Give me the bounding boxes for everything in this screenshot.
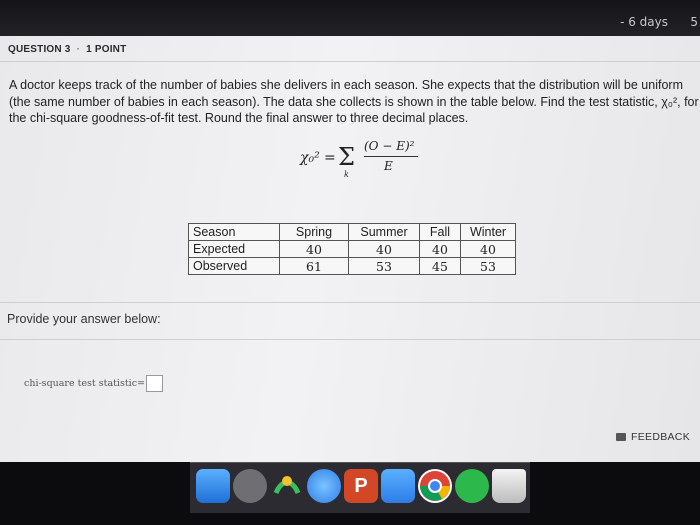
finder-icon[interactable] <box>196 469 230 503</box>
table-cell: 40 <box>280 241 349 258</box>
table-cell: 45 <box>420 258 461 275</box>
table-cell: 53 <box>349 258 420 275</box>
answer-field-label: chi-square test statistic= <box>24 378 145 389</box>
feedback-button[interactable] <box>616 431 690 443</box>
trash-icon[interactable] <box>492 469 526 503</box>
table-cell: 53 <box>461 258 516 275</box>
table-row-label: Observed <box>189 258 280 275</box>
question-text: A doctor keeps track of the number of babies she delivers in each season. She expects that the distribution will be uniform (the same number of babies in each season). The data she collects is shown in the table below. Find the test statistic, χ₀², for the chi-square goodness-of-fit test. Round the final answer to three decimal places. <box>9 78 699 125</box>
answer-divider-top <box>0 302 700 303</box>
table-row-label: Expected <box>189 241 280 258</box>
table-header-cell: Fall <box>420 224 461 241</box>
season-data-table <box>188 223 516 275</box>
question-number: QUESTION 3 <box>8 44 71 55</box>
table-cell: 40 <box>420 241 461 258</box>
messages-icon[interactable] <box>455 469 489 503</box>
table-row <box>189 258 516 275</box>
fraction-bar <box>364 156 418 157</box>
formula-lhs: χ₀² <box>300 150 320 166</box>
powerpoint-icon[interactable]: P <box>344 469 378 503</box>
feedback-icon <box>616 433 626 441</box>
table-header-cell: Winter <box>461 224 516 241</box>
answer-row <box>24 375 163 392</box>
chrome-icon[interactable] <box>418 469 452 503</box>
formula-sigma: Σ <box>338 143 355 171</box>
formula-index: k <box>344 170 349 179</box>
question-header: QUESTION 3 · 1 POINT <box>8 44 127 55</box>
question-points: 1 POINT <box>86 44 127 55</box>
table-cell: 40 <box>349 241 420 258</box>
table-header-cell: Spring <box>280 224 349 241</box>
formula-denominator: E <box>384 159 393 173</box>
mindnode-icon[interactable] <box>270 469 304 503</box>
formula-numerator: (O − E)² <box>364 139 415 153</box>
answer-prompt: Provide your answer below: <box>7 312 161 326</box>
table-header-cell: Season <box>189 224 280 241</box>
chi-square-formula <box>300 139 440 181</box>
question-page <box>0 36 700 462</box>
table-cell: 61 <box>280 258 349 275</box>
system-preferences-icon[interactable] <box>233 469 267 503</box>
feedback-label: FEEDBACK <box>631 431 690 443</box>
dock <box>190 462 530 513</box>
table-row <box>189 241 516 258</box>
chi-square-answer-input[interactable] <box>146 375 163 392</box>
menu-bar <box>0 0 700 38</box>
formula-equals: = <box>324 150 336 166</box>
deadline-indicator: - 6 days <box>620 15 668 29</box>
header-divider <box>0 61 700 62</box>
app-store-icon[interactable] <box>381 469 415 503</box>
menu-bar-extra: 5 <box>690 15 698 29</box>
table-header-row <box>189 224 516 241</box>
table-header-cell: Summer <box>349 224 420 241</box>
table-cell: 40 <box>461 241 516 258</box>
answer-divider-bottom <box>0 339 700 340</box>
safari-icon[interactable] <box>307 469 341 503</box>
